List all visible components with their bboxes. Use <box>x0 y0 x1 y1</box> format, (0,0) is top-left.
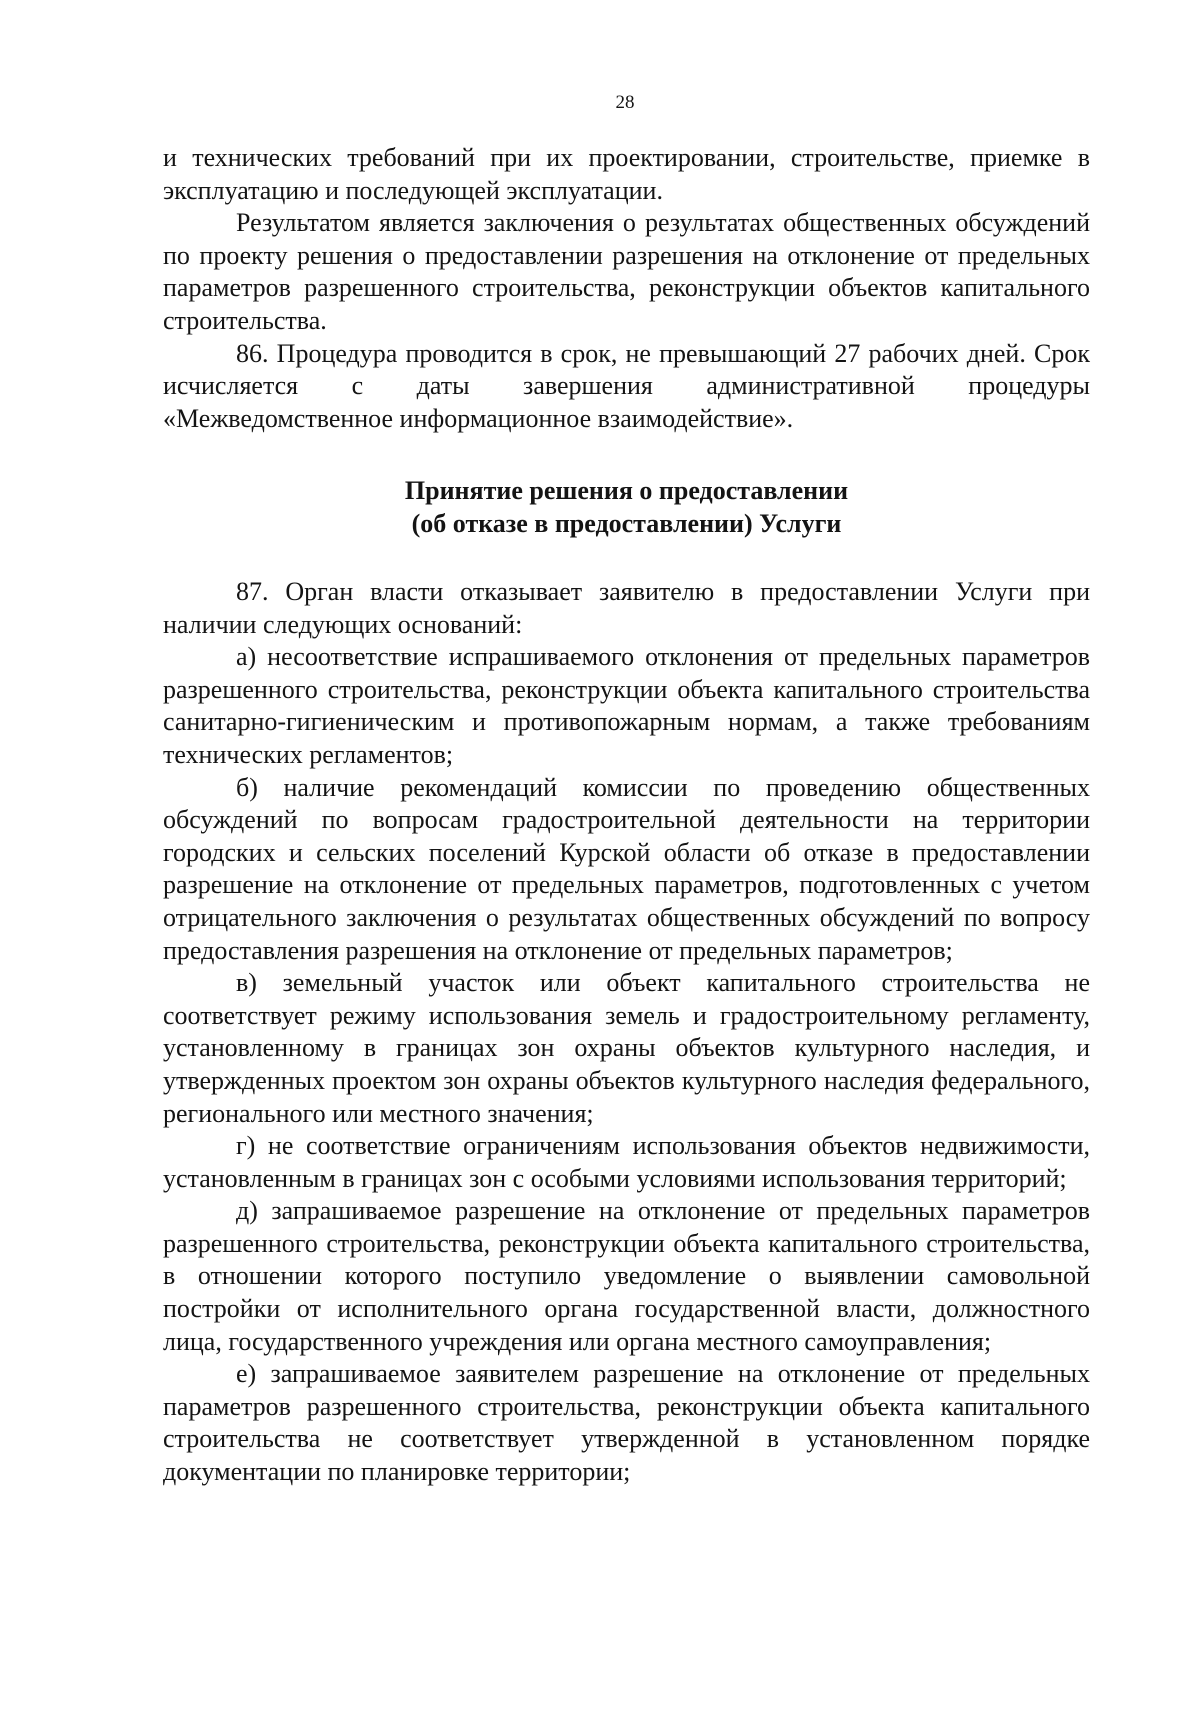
page-number: 28 <box>615 92 635 113</box>
list-item-d: д) запрашиваемое разрешение на отклонение от предельных параметров разрешенного строительства, реконструкции объекта капитального строительства, в отношении которого поступило уведомление о выявлении самовольной постройки от исполнительного органа государственной власти, должностного лица, государственного учреждения или органа местного самоуправления; <box>163 1196 1090 1356</box>
list-item-e: е) запрашиваемое заявителем разрешение на отклонение от предельных параметров разрешенного строительства, реконструкции объекта капитального строительства не соответствует утвержденной в установленном порядке документации по планировке территории; <box>163 1359 1090 1487</box>
list-item-a: а) несоответствие испрашиваемого отклонения от предельных параметров разрешенного строительства, реконструкции объекта капитального строительства санитарно-гигиеническим и противопожарным нормам, а также требованиям технических регламентов; <box>163 642 1090 769</box>
paragraph-87: 87. Орган власти отказывает заявителю в предоставлении Услуги при наличии следующих оснований: <box>163 577 1090 639</box>
section-heading-line-1: Принятие решения о предоставлении <box>404 476 849 505</box>
paragraph-continuation: и технических требований при их проектировании, строительстве, приемке в эксплуатацию и последующей эксплуатации. <box>163 143 1090 205</box>
paragraph-result: Результатом является заключения о результатах общественных обсуждений по проекту решения о предоставлении разрешения на отклонение от предельных параметров разрешенного строительства, реконструкции объектов капитального строительства. <box>163 208 1090 335</box>
section-heading <box>163 474 1090 540</box>
paragraph-86: 86. Процедура проводится в срок, не превышающий 27 рабочих дней. Срок исчисляется с даты завершения административной процедуры «Межведомственное информационное взаимодействие». <box>163 338 1090 433</box>
list-item-g: г) не соответствие ограничениям использования объектов недвижимости, установленным в границах зон с особыми условиями использования территорий; <box>163 1131 1090 1193</box>
list-item-v: в) земельный участок или объект капитального строительства не соответствует режиму использования земель и градостроительному регламенту, установленному в границах зон охраны объектов культурного наследия, и утвержденных проектом зон охраны объектов культурного наследия федерального, регионального или местного значения; <box>163 968 1090 1128</box>
section-heading-line-2: (об отказе в предоставлении) Услуги <box>411 509 842 538</box>
section-text-block <box>163 576 1090 1489</box>
list-item-b: б) наличие рекомендаций комиссии по проведению общественных обсуждений по вопросам градостроительной деятельности на территории городских и сельских поселений Курской области об отказе в предоставлении разрешение на отклонение от предельных параметров, подготовленных с учетом отрицательного заключения о результатах общественных обсуждений по вопросу предоставления разрешения на отклонение от предельных параметров; <box>163 772 1090 965</box>
intro-text-block <box>163 142 1090 435</box>
